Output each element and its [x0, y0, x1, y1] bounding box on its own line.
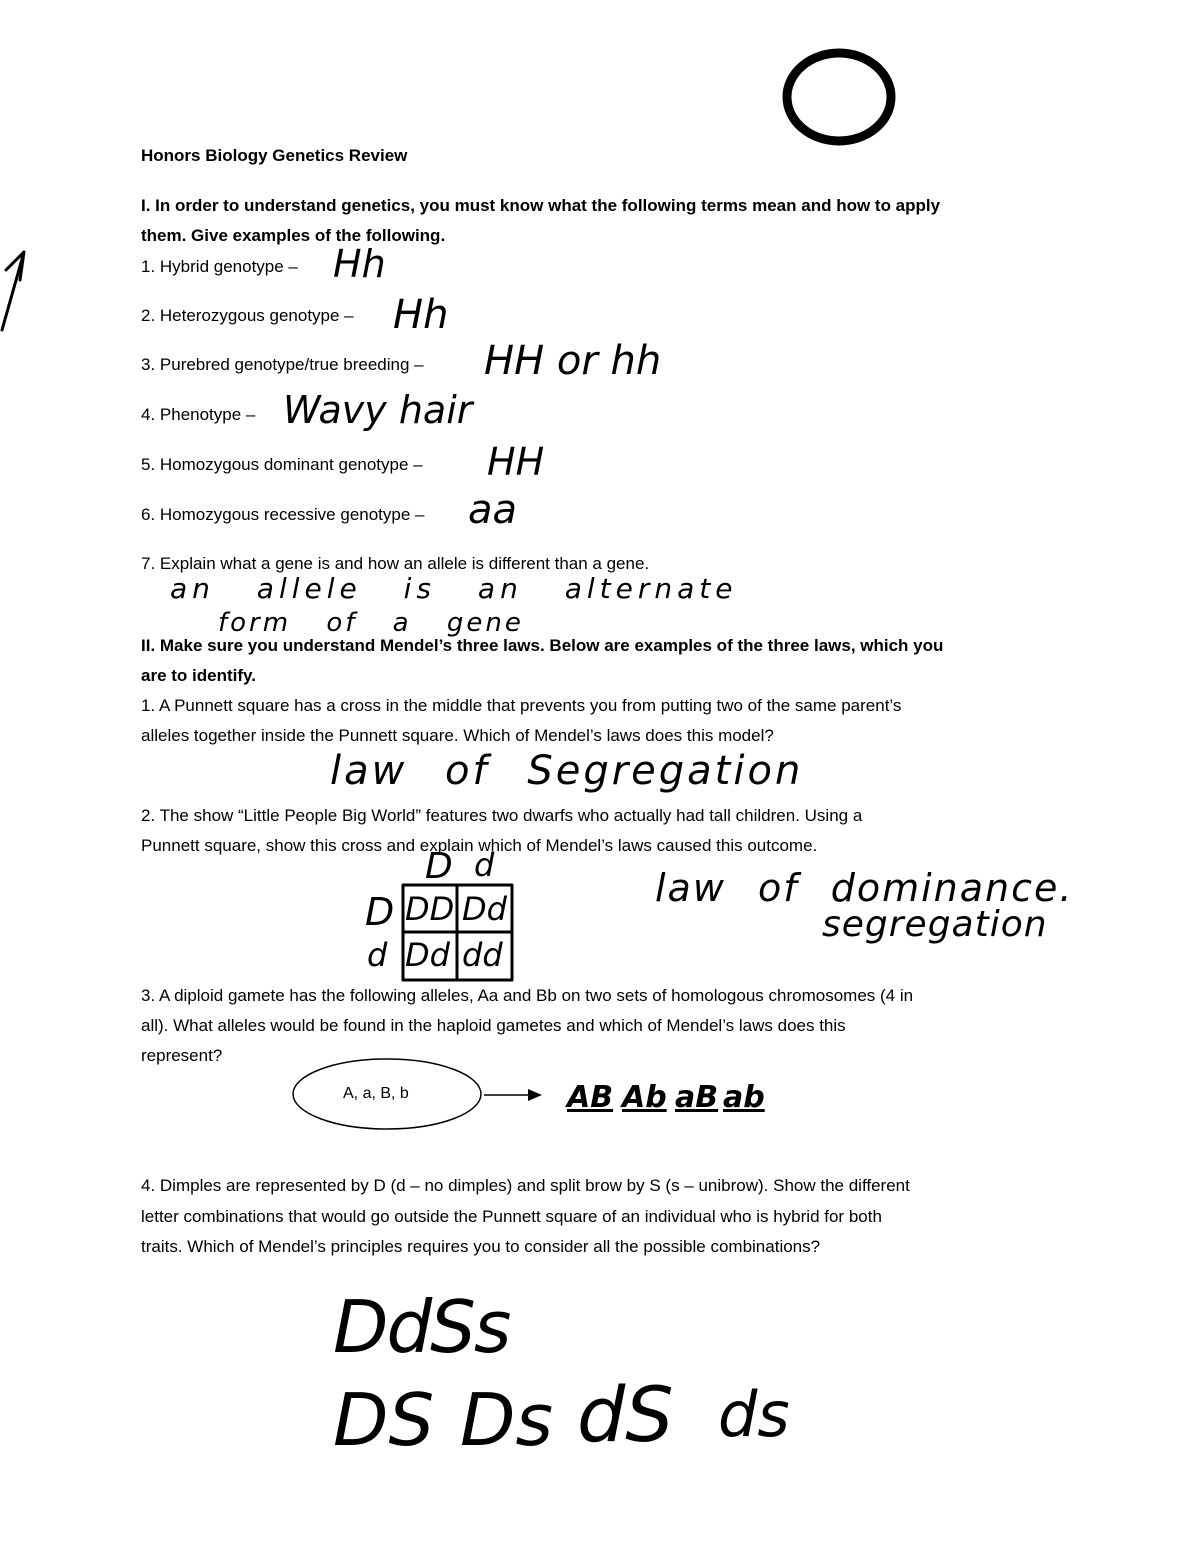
- q3-answer-4: ab: [723, 1080, 765, 1115]
- q1-line2: alleles together inside the Punnett square. Which of Mendel’s laws does this model?: [141, 726, 774, 745]
- item-1-label: 1. Hybrid genotype –: [141, 257, 298, 276]
- punnett-cell-1-1: DD: [405, 890, 455, 928]
- section2-heading-line2: are to identify.: [141, 666, 256, 685]
- q1-line1: 1. A Punnett square has a cross in the middle that prevents you from putting two of the same parent’s: [141, 696, 902, 715]
- q3-line3: represent?: [141, 1046, 223, 1065]
- item-3-label: 3. Purebred genotype/true breeding –: [141, 355, 424, 374]
- q2-line1: 2. The show “Little People Big World” features two dwarfs who actually had tall children. Using a: [141, 806, 863, 825]
- q4-answer-3: dS: [577, 1370, 674, 1459]
- punnett-cell-2-2: dd: [462, 936, 503, 974]
- punnett-side-1: D: [365, 890, 395, 934]
- oval-label: A, a, B, b: [343, 1085, 409, 1102]
- q2-answer-line1: law of dominance.: [655, 866, 1074, 910]
- arrow-icon: [482, 1084, 544, 1106]
- q4-line1: 4. Dimples are represented by D (d – no dimples) and split brow by S (s – unibrow). Show the different: [141, 1176, 910, 1195]
- item-3-answer: HH or hh: [484, 338, 662, 384]
- q4-line3: traits. Which of Mendel’s principles requires you to consider all the possible combinations?: [141, 1237, 821, 1256]
- punnett-top-1: D: [425, 846, 453, 887]
- item-6-answer: aa: [468, 487, 518, 533]
- punnett-cell-1-2: Dd: [462, 890, 507, 928]
- q4-answer-2: Ds: [460, 1378, 553, 1462]
- item-5-label: 5. Homozygous dominant genotype –: [141, 455, 423, 474]
- q4-answer-1: DS: [333, 1378, 435, 1462]
- q4-answer-4: ds: [718, 1378, 790, 1451]
- punnett-side-2: d: [367, 936, 388, 974]
- q7-answer-line1: an allele is an alternate: [170, 572, 738, 605]
- section2-heading-line1: II. Make sure you understand Mendel’s three laws. Below are examples of the three laws, which you: [141, 636, 944, 655]
- q7-question: 7. Explain what a gene is and how an allele is different than a gene.: [141, 554, 650, 573]
- drawn-circle: [775, 45, 905, 150]
- q2-line2: Punnett square, show this cross and explain which of Mendel’s laws caused this outcome.: [141, 836, 818, 855]
- q3-line1: 3. A diploid gamete has the following alleles, Aa and Bb on two sets of homologous chromosomes (4 in: [141, 986, 914, 1005]
- item-4-label: 4. Phenotype –: [141, 405, 256, 424]
- punnett-cell-2-1: Dd: [405, 936, 450, 974]
- q3-answer-3: aB: [675, 1080, 719, 1115]
- item-2-answer: Hh: [393, 292, 449, 338]
- section1-heading-line2: them. Give examples of the following.: [141, 226, 446, 245]
- q1-answer: law of Segregation: [330, 748, 804, 794]
- item-1-answer: Hh: [333, 242, 386, 286]
- punnett-top-2: d: [474, 846, 495, 884]
- item-4-answer: Wavy hair: [283, 388, 473, 432]
- item-2-label: 2. Heterozygous genotype –: [141, 306, 354, 325]
- item-5-answer: HH: [487, 440, 545, 484]
- q2-answer-line2: segregation: [822, 904, 1048, 945]
- item-6-label: 6. Homozygous recessive genotype –: [141, 505, 425, 524]
- q3-answer-1: AB: [567, 1080, 614, 1115]
- q4-line2: letter combinations that would go outside the Punnett square of an individual who is hybrid for both: [141, 1207, 882, 1226]
- page-title: Honors Biology Genetics Review: [141, 146, 408, 165]
- drawn-arrow: [0, 240, 40, 340]
- q3-answer-2: Ab: [622, 1080, 667, 1115]
- q7-answer-line2: form of a gene: [218, 608, 524, 638]
- q3-line2: all). What alleles would be found in the haploid gametes and which of Mendel’s laws does this: [141, 1016, 846, 1035]
- q4-answer-line1: DdSs: [333, 1285, 510, 1369]
- section1-heading-line1: I. In order to understand genetics, you must know what the following terms mean and how to apply: [141, 196, 941, 215]
